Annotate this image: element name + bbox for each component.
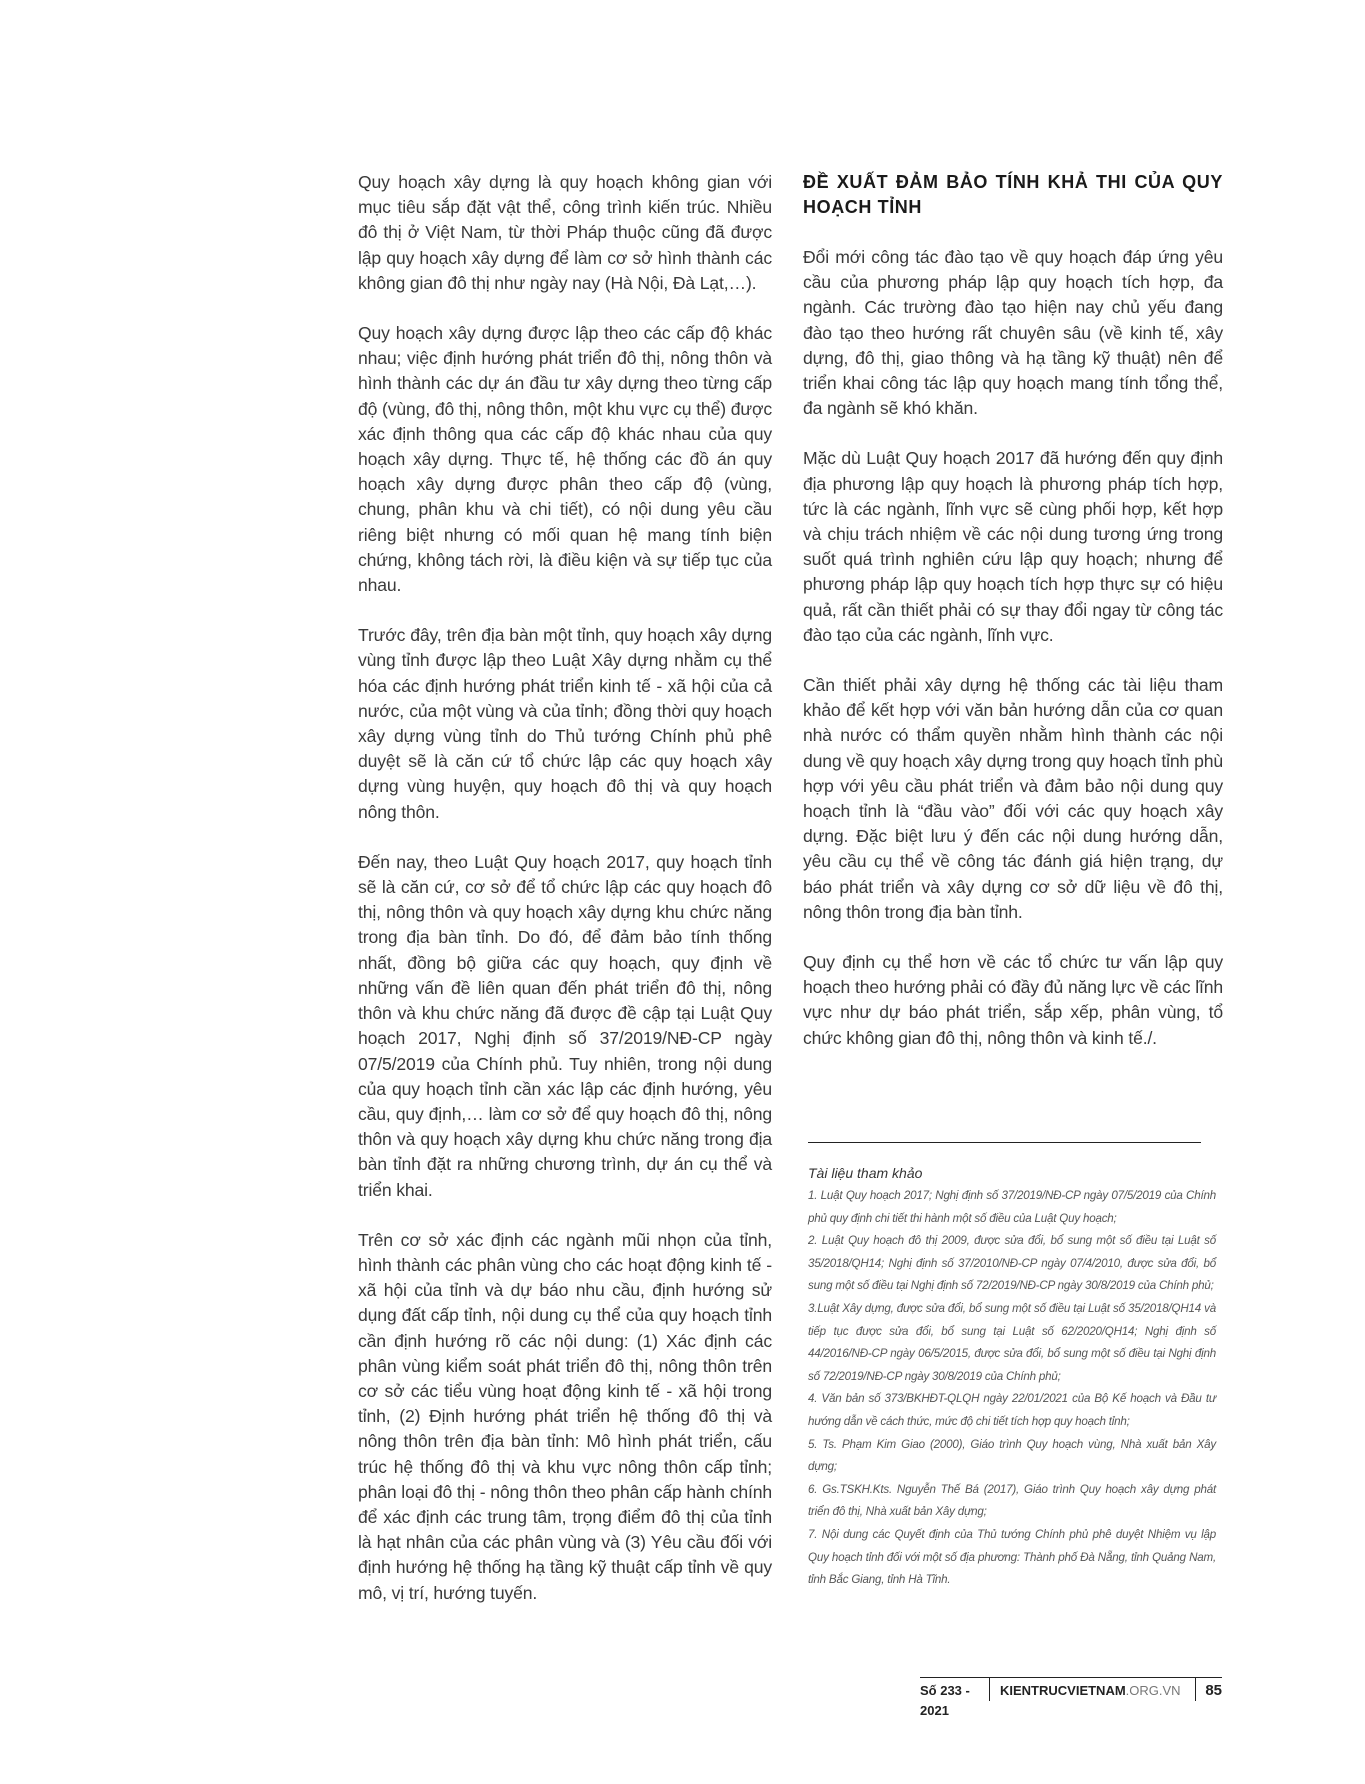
site-name <box>990 1678 1195 1701</box>
paragraph: Quy hoạch xây dựng được lập theo các cấp độ khác nhau; việc định hướng phát triển đô thị, nông thôn và hình thành các dự án đầu tư xây dựng theo từng cấp độ (vùng, đô thị, nông thôn, một khu vực cụ thể) được xác định thông qua các cấp độ khác nhau của quy hoạch xây dựng. Thực tế, hệ thống các đồ án quy hoạch xây dựng được phân theo cấp độ (vùng, chung, phân khu và chi tiết), có nội dung yêu cầu riêng biệt nhưng có mối quan hệ mang tính biện chứng, không tách rời, là điều kiện và sự tiếp tục của nhau. <box>358 323 772 596</box>
paragraph: Quy hoạch xây dựng là quy hoạch không gian với mục tiêu sắp đặt vật thể, công trình kiến trúc. Nhiều đô thị ở Việt Nam, từ thời Pháp thuộc cũng đã được lập quy hoạch xây dựng để làm cơ sở hình thành các không gian đô thị như ngày nay (Hà Nội, Đà Lạt,…). <box>358 172 772 293</box>
paragraph: Quy định cụ thể hơn về các tổ chức tư vấn lập quy hoạch theo hướng phải có đầy đủ năng lực về các lĩnh vực như dự báo phát triển, sắp xếp, phân vùng, tổ chức không gian đô thị, nông thôn và kinh tế./. <box>803 952 1223 1048</box>
reference-item: 3.Luật Xây dựng, được sửa đổi, bổ sung một số điều tại Luật số 35/2018/QH14 và tiếp tục được sửa đổi, bổ sung tại Luật số 62/2020/QH14; Nghị định số 44/2016/NĐ-CP ngày 06/5/2015, được sửa đổi, bổ sung một số điều tại Nghị định số 72/2019/NĐ-CP ngày 30/8/2019 của Chính phủ; <box>808 1301 1216 1383</box>
references-title: Tài liệu tham khảo <box>808 1165 923 1181</box>
reference-item: 1. Luật Quy hoạch 2017; Nghị định số 37/2019/NĐ-CP ngày 07/5/2019 của Chính phủ quy định chi tiết thi hành một số điều của Luật Quy hoạch; <box>808 1189 1216 1225</box>
page-number: 85 <box>1205 1682 1223 1699</box>
reference-item: 4. Văn bản số 373/BKHĐT-QLQH ngày 22/01/2021 của Bộ Kế hoạch và Đầu tư hướng dẫn về cách thức, mức độ chi tiết tích hợp quy hoạch tỉnh; <box>808 1392 1216 1428</box>
site-tld: .ORG.VN <box>1125 1683 1181 1698</box>
site-brand: KIENTRUCVIETNAM <box>1000 1683 1126 1698</box>
paragraph: Đến nay, theo Luật Quy hoạch 2017, quy hoạch tỉnh sẽ là căn cứ, cơ sở để tổ chức lập các quy hoạch đô thị, nông thôn và quy hoạch xây dựng khu chức năng trong địa bàn tỉnh. Do đó, để đảm bảo tính thống nhất, đồng bộ giữa các quy hoạch, quy định về những vấn đề liên quan đến phát triển đô thị, nông thôn và khu chức năng đã được đề cập tại Luật Quy hoạch 2017, Nghị định số 37/2019/NĐ-CP ngày 07/5/2019 của Chính phủ. Tuy nhiên, trong nội dung của quy hoạch tỉnh cần xác lập các định hướng, yêu cầu, quy định,… làm cơ sở để quy hoạch đô thị, nông thôn và quy hoạch xây dựng khu chức năng trong địa bàn tỉnh đặt ra những chương trình, dự án cụ thể và triển khai. <box>358 851 772 1200</box>
reference-item: 5. Ts. Phạm Kim Giao (2000), Giáo trình Quy hoạch vùng, Nhà xuất bản Xây dựng; <box>808 1437 1216 1474</box>
references-divider <box>808 1142 1201 1143</box>
paragraph: Mặc dù Luật Quy hoạch 2017 đã hướng đến quy định địa phương lập quy hoạch là phương pháp tích hợp, tức là các ngành, lĩnh vực sẽ cùng phối hợp, kết hợp và chịu trách nhiệm về các nội dung tương ứng trong suốt quá trình nghiên cứu lập quy hoạch; nhưng để phương pháp lập quy hoạch tích hợp thực sự có hiệu quả, rất cần thiết phải có sự thay đổi ngay từ công tác đào tạo của các ngành, lĩnh vực. <box>803 448 1223 645</box>
right-column <box>803 170 1223 1076</box>
paragraph: Đổi mới công tác đào tạo về quy hoạch đáp ứng yêu cầu của phương pháp lập quy hoạch tích hợp, đa ngành. Các trường đào tạo hiện nay chủ yếu đang đào tạo theo hướng rất chuyên sâu (về kinh tế, xây dựng, đô thị, giao thông và hạ tầng kỹ thuật) nên để triển khai công tác lập quy hoạch mang tính tổng thể, đa ngành sẽ khó khăn. <box>803 247 1223 419</box>
reference-item: 7. Nội dung các Quyết định của Thủ tướng Chính phủ phê duyệt Nhiệm vụ lập Quy hoạch tỉnh đối với một số địa phương: Thành phố Đà Nẵng, tỉnh Quảng Nam, tỉnh Bắc Giang, tỉnh Hà Tĩnh. <box>808 1527 1216 1587</box>
issue-number: Số 233 - 2021 <box>920 1683 970 1718</box>
left-column <box>358 170 772 1631</box>
section-heading: ĐỀ XUẤT ĐẢM BẢO TÍNH KHẢ THI CỦA QUY HOẠCH TỈNH <box>803 172 1223 217</box>
paragraph: Trên cơ sở xác định các ngành mũi nhọn của tỉnh, hình thành các phân vùng cho các hoạt động kinh tế - xã hội của tỉnh và dự báo nhu cầu, định hướng sử dụng đất cấp tỉnh, nội dung cụ thể của quy hoạch tỉnh cần định hướng rõ các nội dung: (1) Xác định các phân vùng kiểm soát phát triển đô thị, nông thôn trên cơ sở các tiểu vùng hoạt động kinh tế - xã hội trong tỉnh, (2) Định hướng phát triển hệ thống đô thị và nông thôn trên địa bàn tỉnh: Mô hình phát triển, cấu trúc hệ thống đô thị và khu vực nông thôn cấp tỉnh; phân loại đô thị - nông thôn theo phân cấp hành chính để xác định các trung tâm, trọng điểm đô thị của tỉnh là hạt nhân của các phân vùng và (3) Yêu cầu đối với định hướng hệ thống hạ tầng kỹ thuật cấp tỉnh về quy mô, vị trí, hướng tuyến. <box>358 1229 772 1603</box>
paragraph: Cần thiết phải xây dựng hệ thống các tài liệu tham khảo để kết hợp với văn bản hướng dẫn của cơ quan nhà nước có thẩm quyền nhằm hình thành các nội dung về quy hoạch xây dựng trong quy hoạch tỉnh phù hợp với yêu cầu phát triển và đảm bảo nội dung quy hoạch tỉnh là “đầu vào” đối với các quy hoạch xây dựng. Đặc biệt lưu ý đến các nội dung hướng dẫn, yêu cầu cụ thể về công tác đánh giá hiện trạng, dự báo phát triển và xây dựng cơ sở dữ liệu về đô thị, nông thôn trong địa bàn tỉnh. <box>803 675 1223 922</box>
paragraph: Trước đây, trên địa bàn một tỉnh, quy hoạch xây dựng vùng tỉnh được lập theo Luật Xây dựng nhằm cụ thể hóa các định hướng phát triển kinh tế - xã hội của cả nước, của một vùng và của tỉnh; đồng thời quy hoạch xây dựng vùng tỉnh do Thủ tướng Chính phủ phê duyệt sẽ là căn cứ tổ chức lập các quy hoạch xây dựng vùng huyện, quy hoạch đô thị và quy hoạch nông thôn. <box>358 625 772 822</box>
references-list <box>808 1185 1216 1592</box>
references-section <box>808 1163 1216 1592</box>
reference-item: 6. Gs.TSKH.Kts. Nguyễn Thế Bá (2017), Giáo trình Quy hoạch xây dựng phát triển đô thị, Nhà xuất bản Xây dựng; <box>808 1482 1216 1519</box>
page-footer <box>920 1677 1223 1718</box>
reference-item: 2. Luật Quy hoạch đô thị 2009, được sửa đổi, bổ sung một số điều tại Luật số 35/2018/QH14; Nghị định số 37/2010/NĐ-CP ngày 07/4/2010, được sửa đổi, bổ sung một số điều tại Nghị định số 72/2019/NĐ-CP ngày 30/8/2019 của Chính phủ; <box>808 1234 1216 1293</box>
